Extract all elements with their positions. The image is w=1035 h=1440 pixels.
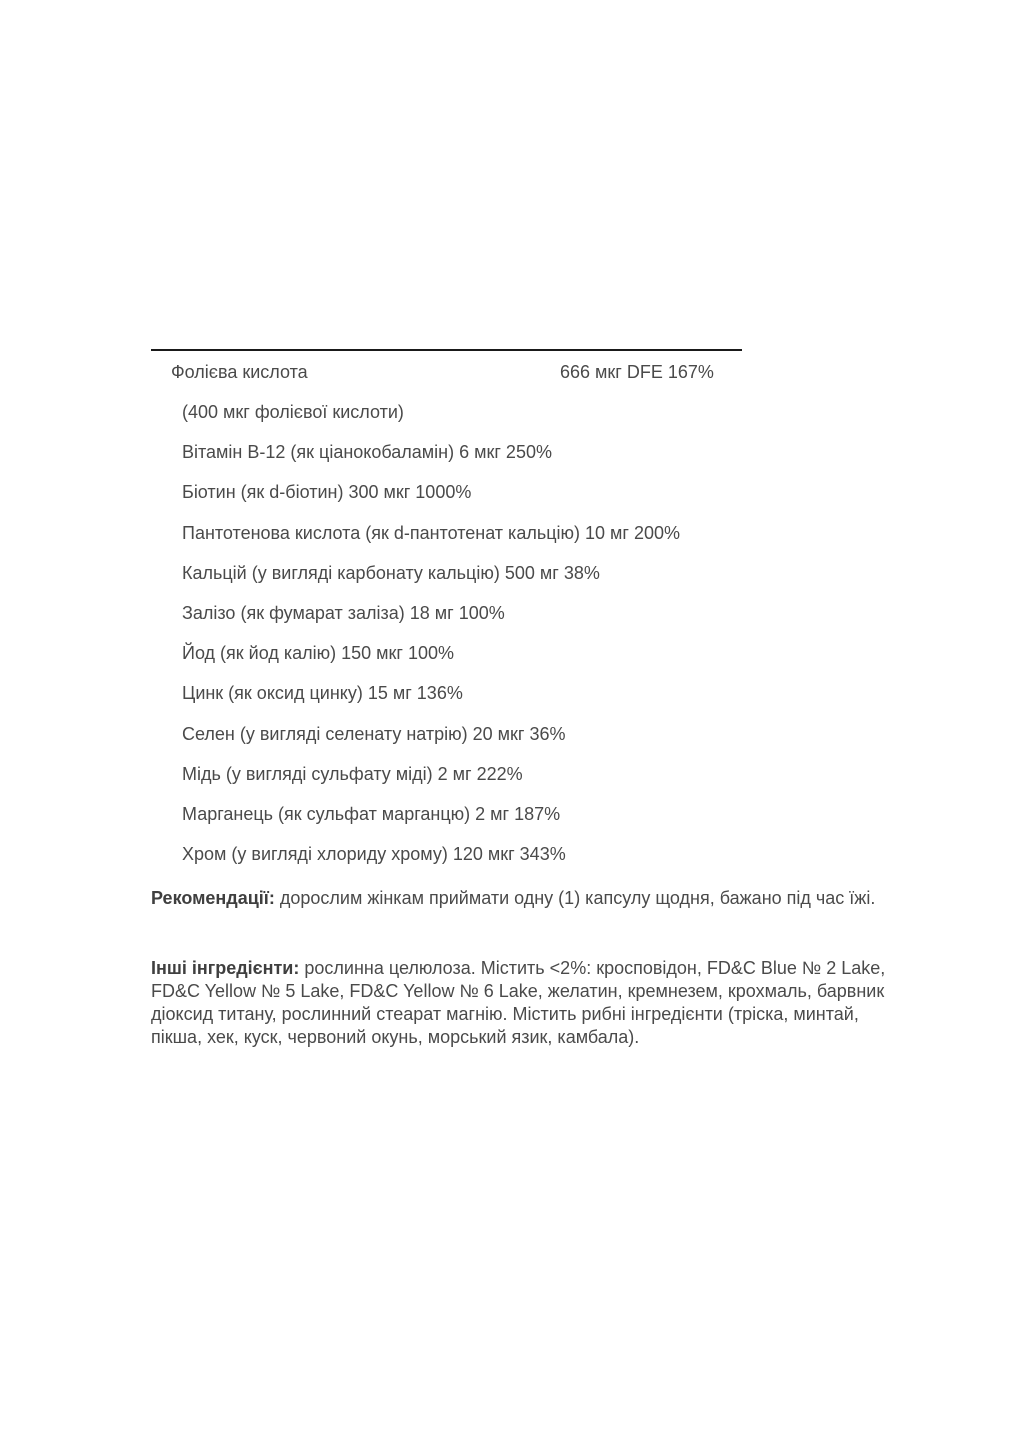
nutrient-row: Селен (у вигляді селенату натрію) 20 мкг 36% [182,723,566,744]
recommendations-paragraph [151,887,891,910]
nutrient-row: Марганець (як сульфат марганцю) 2 мг 187% [182,803,561,824]
other-ingredients-text: рослинна целюлоза. Містить <2%: кросповідон, FD&C Blue № 2 Lake, FD&C Yellow № 5 Lake, FD&C Yellow № 6 Lake, желатин, кремнезем, крохмаль, барвник діоксид титану, рослинний стеарат магнію. Містить рибні інгредієнти (тріска, минтай, пікша, хек, куск, червоний окунь, морський язик, камбала). [151,958,886,1047]
nutrient-row: Цинк (як оксид цинку) 15 мг 136% [182,683,463,704]
other-ingredients-label: Інші інгредієнти: [151,958,300,978]
recommendations-text: дорослим жінкам приймати одну (1) капсулу щодня, бажано під час їжі. [274,888,876,908]
nutrient-row: Кальцій (у вигляді карбонату кальцію) 500 мг 38% [182,562,600,583]
nutrient-row: Йод (як йод калію) 150 мкг 100% [182,643,455,664]
recommendations-label: Рекомендації: [151,888,275,908]
nutrient-row: Біотин (як d-біотин) 300 мкг 1000% [182,482,472,503]
nutrient-row: Мідь (у вигляді сульфату міді) 2 мг 222% [182,763,523,784]
nutrient-row: Залізо (як фумарат заліза) 18 мг 100% [182,602,505,623]
nutrient-row: Хром (у вигляді хлориду хрому) 120 мкг 343% [182,844,566,865]
nutrient-row: Пантотенова кислота (як d-пантотенат кальцію) 10 мг 200% [182,522,681,543]
nutrient-row: (400 мкг фолієвої кислоти) [182,402,404,422]
table-top-rule [151,349,742,351]
nutrient-name: Фолієва кислота [171,362,308,382]
nutrient-row-folic-acid [171,360,731,384]
other-ingredients-paragraph [151,957,891,1049]
nutrient-list [182,400,680,882]
nutrient-amount: 666 мкг DFE 167% [560,362,714,382]
nutrient-row: Вітамін B-12 (як ціанокобаламін) 6 мкг 250% [182,442,552,463]
